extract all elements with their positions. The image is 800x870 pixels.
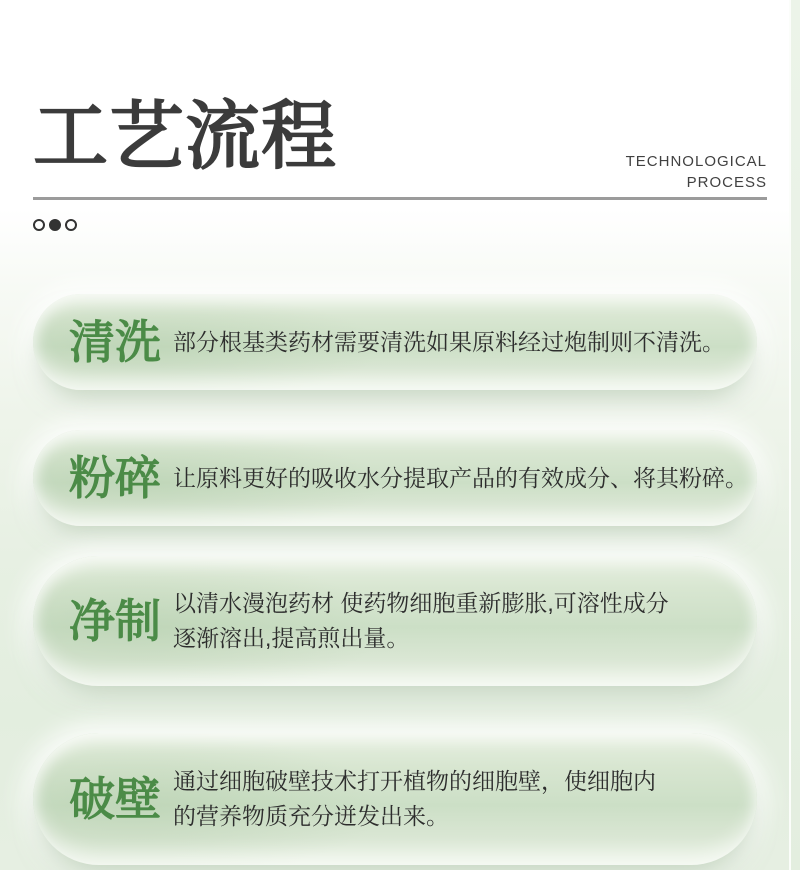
carousel-dot-2-active[interactable] bbox=[49, 219, 61, 231]
subtitle-en bbox=[626, 151, 767, 193]
carousel-dot-1[interactable] bbox=[33, 219, 45, 231]
step-title-purification: 净制 bbox=[69, 595, 161, 647]
step-description-crushing bbox=[173, 461, 748, 496]
step-description-line: 部分根基类药材需要清洗如果原料经过炮制则不清洗。 bbox=[173, 328, 725, 355]
carousel-dots bbox=[33, 219, 77, 231]
step-description-line: 让原料更好的吸收水分提取产品的有效成分、将其粉碎。 bbox=[173, 464, 748, 491]
step-description-wall-breaking bbox=[173, 764, 656, 834]
subtitle-en-line2: PROCESS bbox=[686, 174, 767, 191]
step-card-crushing bbox=[33, 430, 757, 526]
step-card-cleaning bbox=[33, 294, 757, 390]
step-title-cleaning: 清洗 bbox=[69, 316, 161, 368]
divider-line bbox=[33, 197, 767, 200]
step-description-line: 以清水漫泡药材 使药物细胞重新膨胀,可溶性成分 bbox=[173, 590, 669, 616]
step-description-line: 通过细胞破壁技术打开植物的细胞壁，使细胞内 bbox=[173, 768, 656, 794]
step-description-purification bbox=[173, 586, 669, 656]
carousel-dot-3[interactable] bbox=[65, 219, 77, 231]
step-description-line: 逐渐溶出,提高煎出量。 bbox=[173, 625, 410, 651]
subtitle-en-line1: TECHNOLOGICAL bbox=[625, 153, 767, 170]
step-description-line: 的营养物质充分迸发出来。 bbox=[173, 803, 449, 829]
step-description-cleaning bbox=[173, 325, 725, 360]
step-card-purification bbox=[33, 556, 757, 686]
step-title-crushing: 粉碎 bbox=[69, 452, 161, 504]
step-title-wall-breaking: 破壁 bbox=[69, 773, 161, 825]
right-edge-strip bbox=[789, 0, 800, 870]
step-card-wall-breaking bbox=[33, 733, 757, 865]
page-title: 工艺流程 bbox=[33, 94, 338, 178]
